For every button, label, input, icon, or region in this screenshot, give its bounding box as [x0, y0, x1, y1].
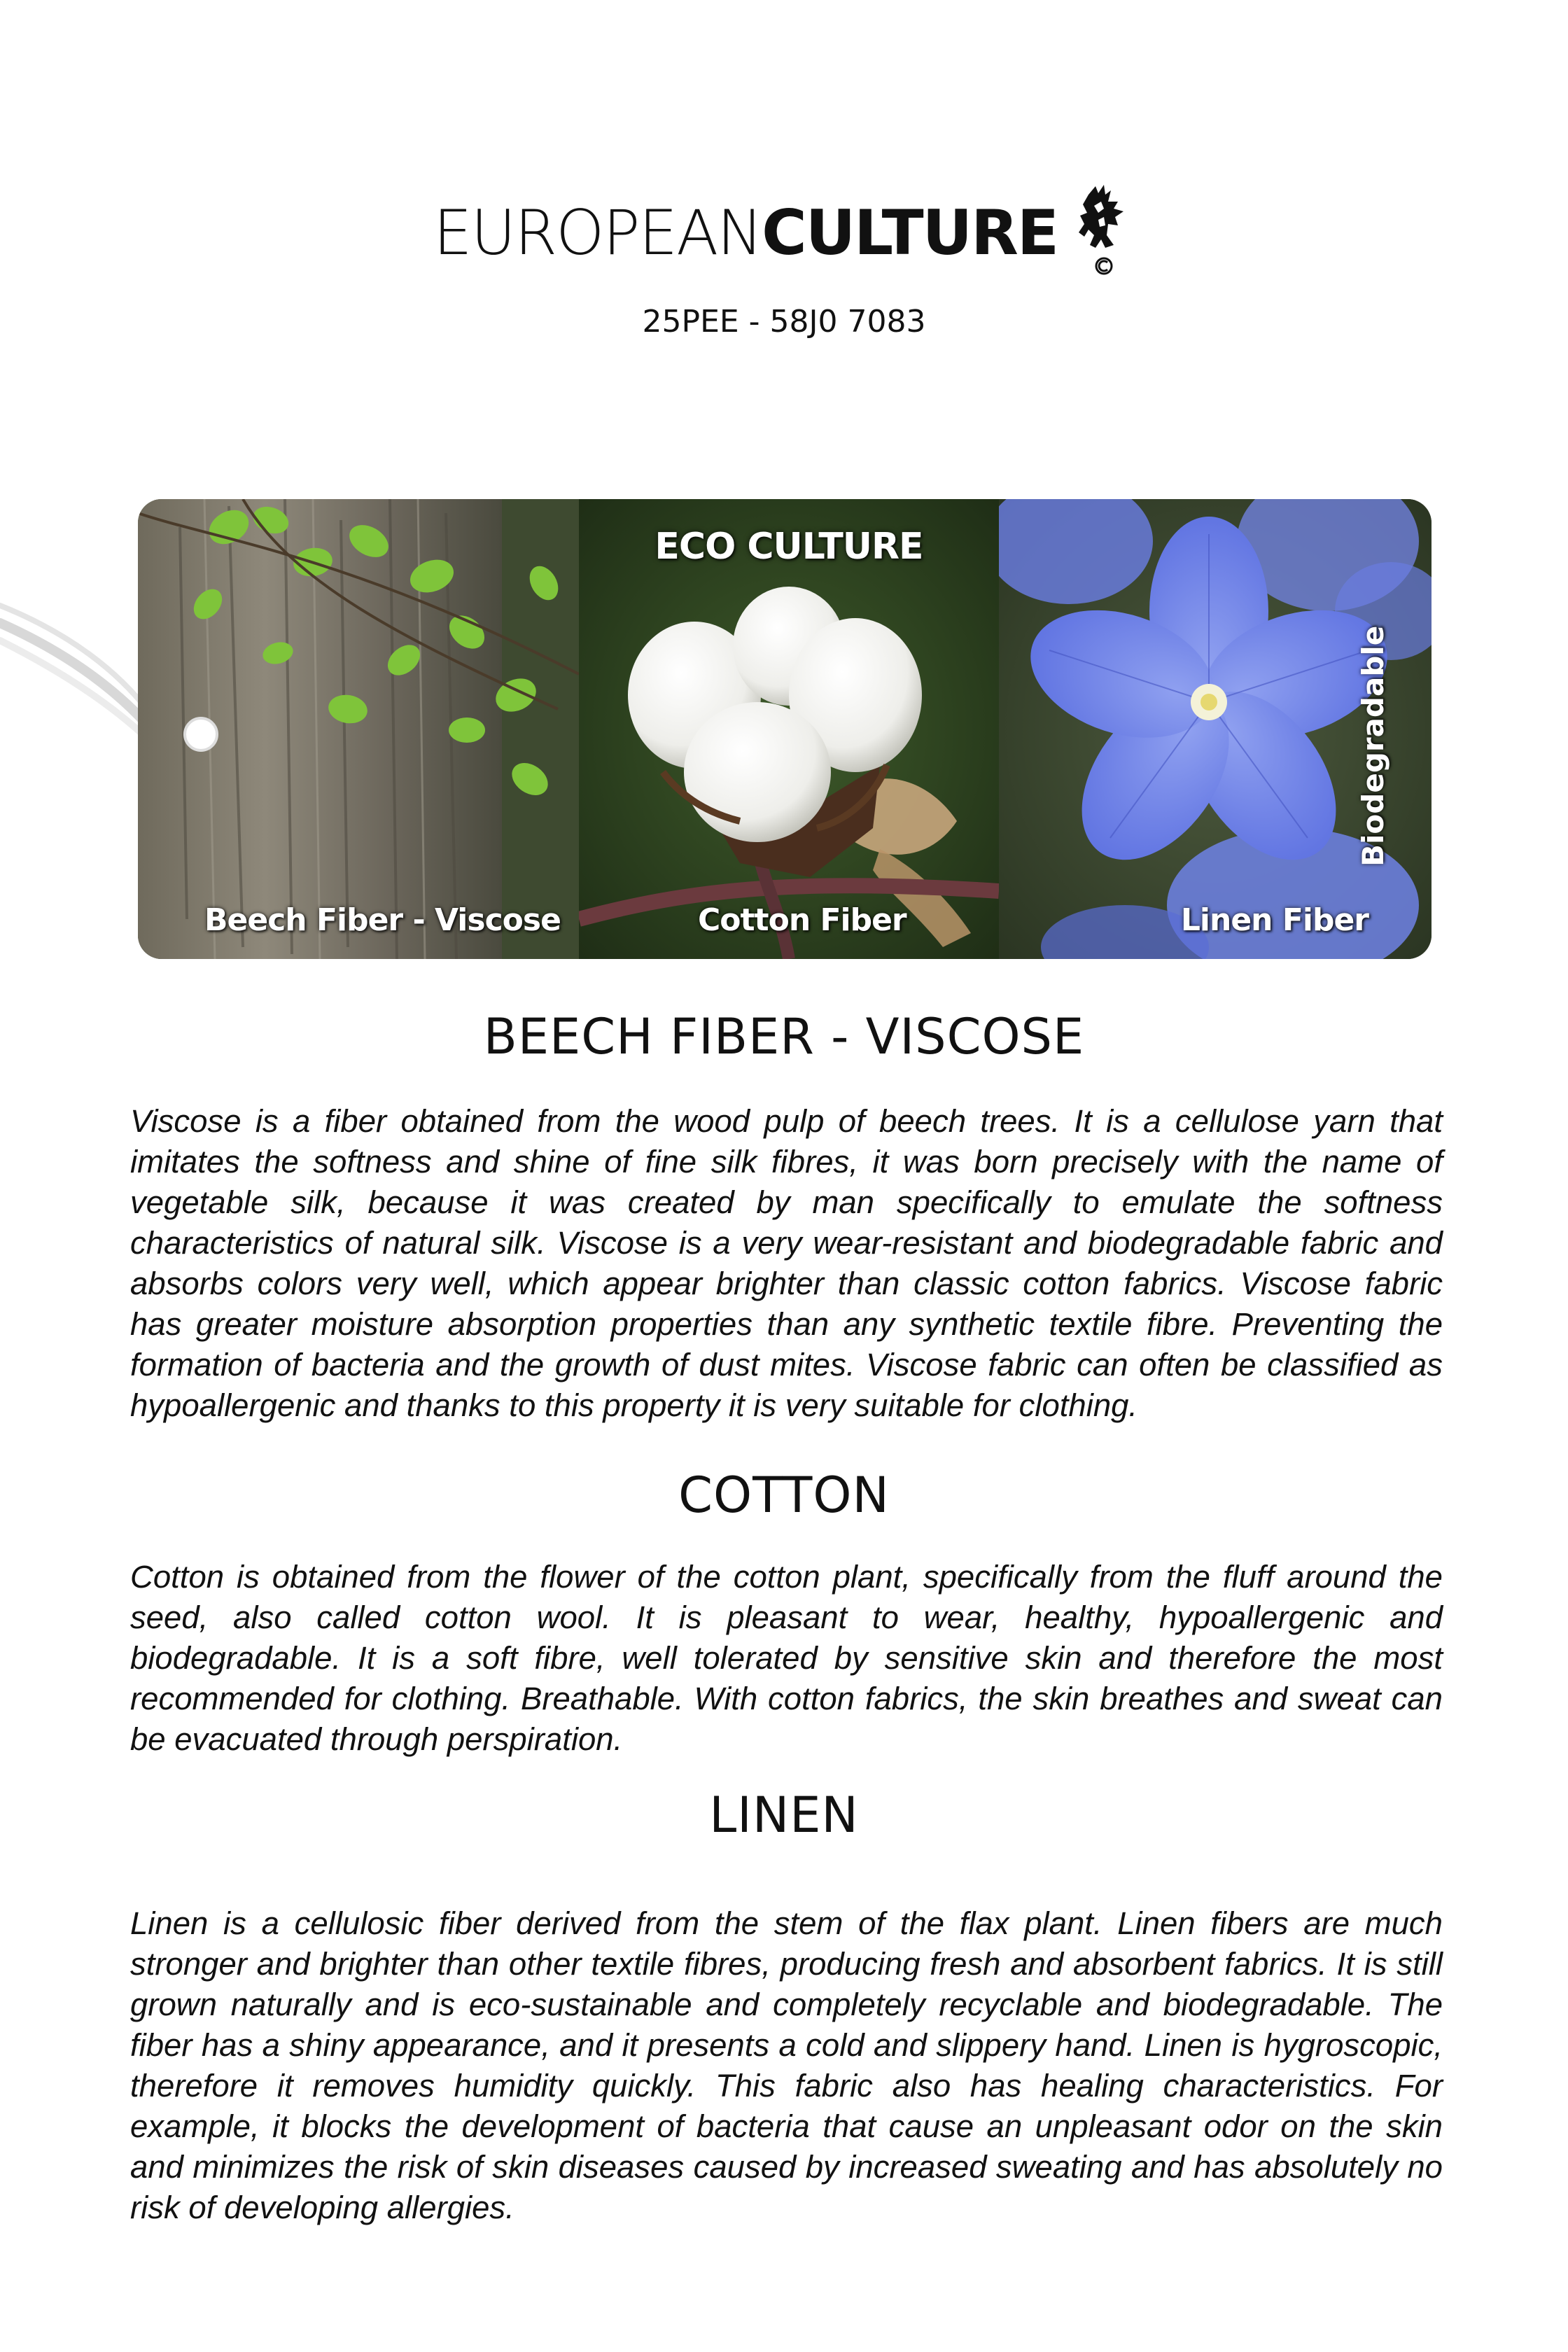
- griffin-logo-icon: [1068, 181, 1135, 279]
- linen-fiber-label: Linen Fiber: [1180, 902, 1368, 938]
- product-code: 25PEE - 58J0 7083: [642, 304, 926, 340]
- section-body-cotton: Cotton is obtained from the flower of the cotton plant, specifically from the fluff around the seed, also called cotton wool. It is pleasant to wear, healthy, hypoallergenic and biodegradable. It is a soft fibre, well tolerated by sensitive skin and therefore the most recommended for clothing. Breathable. With cotton fabrics, the skin breathes and sweat can be evacuated through perspiration.: [130, 1559, 1443, 1757]
- section-body-viscose: Viscose is a fiber obtained from the wood pulp of beech trees. It is a cellulose yarn that imitates the softness and shine of fine silk fibres, it was born precisely with the name of vegetable silk, because it was created by man specifically to emulate the softness characteristics of natural silk. Viscose is a very wear-resistant and biodegradable fabric and absorbs colors very well, which appear brighter than classic cotton fabrics. Viscose fabric has greater moisture absorption properties than any synthetic textile fibre. Preventing the formation of bacteria and the growth of dust mites. Viscose fabric can often be classified as hypoallergenic and thanks to this property it is very suitable for clothing.: [130, 1103, 1443, 1423]
- tag-panel-cotton: [579, 499, 999, 959]
- eco-culture-title: ECO CULTURE: [654, 526, 923, 568]
- biodegradable-label: Biodegradable: [1356, 625, 1390, 867]
- section-title-cotton: COTTON: [678, 1466, 890, 1524]
- section-body-linen: Linen is a cellulosic fiber derived from the stem of the flax plant. Linen fibers are much stronger and brighter than other textile fibres, producing fresh and absorbent fabrics. It is still grown naturally and is eco-sustainable and completely recyclable and biodegradable. The fiber has a shiny appearance, and it presents a cold and slippery hand. Linen is hygroscopic, therefore it removes humidity quickly. This fabric also has healing characteristics. For example, it blocks the development of bacteria that cause an unpleasant odor on the skin and minimizes the risk of skin diseases caused by increased sweating and has absolutely no risk of developing allergies.: [130, 1905, 1443, 2225]
- eco-culture-tag: [138, 499, 1432, 959]
- cotton-fiber-label: Cotton Fiber: [698, 902, 906, 938]
- cotton-boll-image: [579, 499, 999, 959]
- brand-name-bold: CULTURE: [762, 197, 1058, 269]
- section-title-viscose: BEECH FIBER - VISCOSE: [483, 1008, 1085, 1065]
- brand-header: [0, 188, 1568, 279]
- section-title-linen: LINEN: [709, 1786, 859, 1844]
- brand-wordmark: [433, 197, 1058, 269]
- beech-fiber-label: Beech Fiber - Viscose: [204, 902, 561, 938]
- tag-panel-linen: [999, 499, 1432, 959]
- tag-hole: [183, 717, 218, 752]
- brand-name-light: EUROPEAN: [433, 197, 762, 269]
